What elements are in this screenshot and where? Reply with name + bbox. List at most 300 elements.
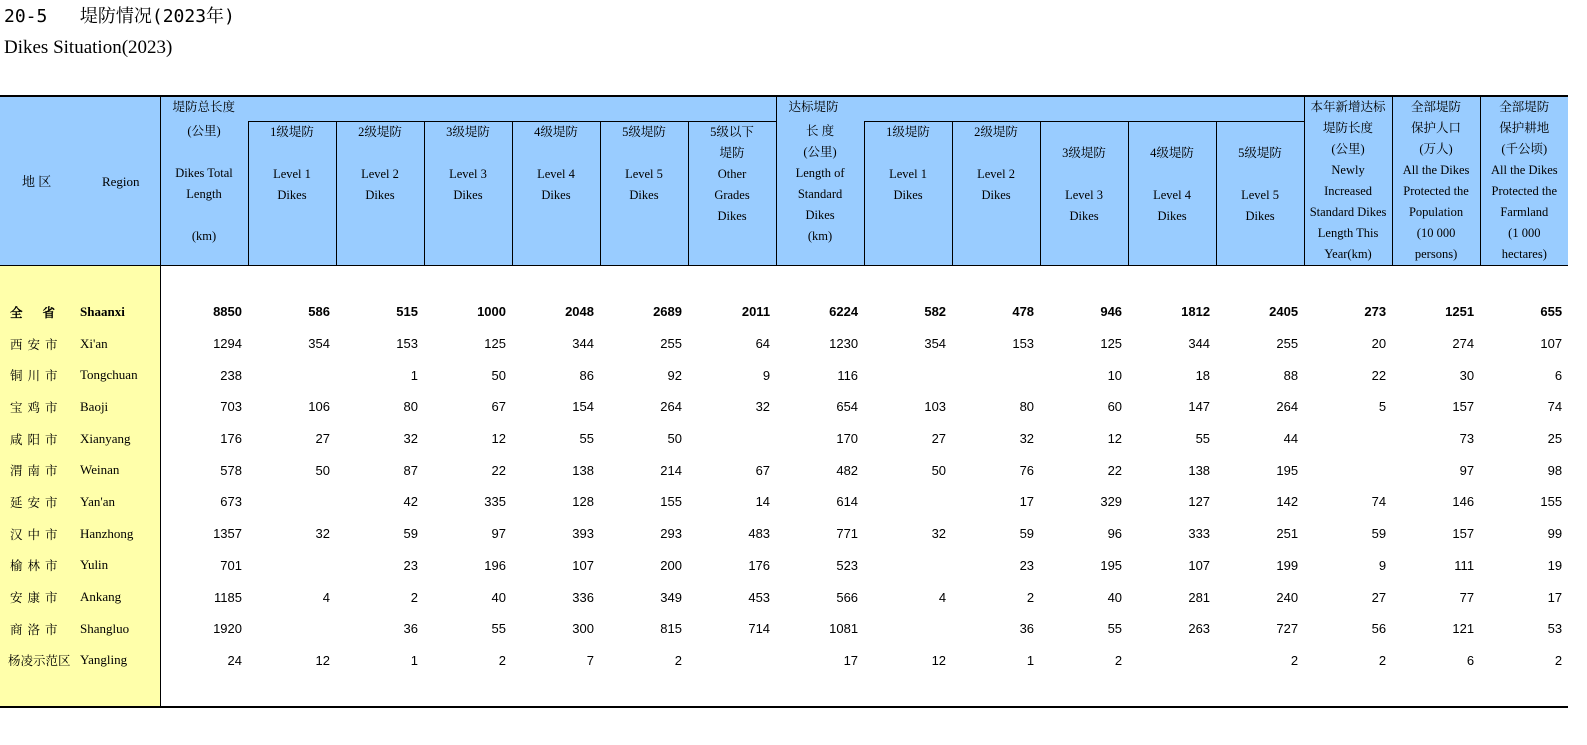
table-cell: 4 (938, 589, 947, 605)
level2-dikes-header (336, 121, 424, 266)
header-line: Standard Dikes (1309, 205, 1387, 219)
total-length-header (160, 121, 248, 266)
header-line: Level 3 (1065, 187, 1103, 202)
table-cell: 121 (1452, 621, 1475, 637)
table-cell: 946 (1100, 304, 1123, 320)
region-cell (0, 613, 160, 645)
region-name-cn: 宝鸡市 (10, 399, 63, 415)
table-cell: 53 (1547, 621, 1563, 637)
header-line (953, 143, 1040, 164)
region-header-en: Region (101, 173, 140, 189)
table-cell: 2 (1290, 652, 1299, 668)
table-cell: 153 (396, 336, 418, 352)
table-cell: 1 (410, 367, 418, 383)
table-cell: 336 (572, 589, 594, 605)
table-row (0, 645, 1568, 677)
table-cell: 12 (931, 652, 947, 668)
header-line: All the Dikes (1490, 163, 1558, 177)
region-name-en: Xianyang (80, 430, 131, 446)
region-cell (0, 454, 160, 486)
table-cell: 22 (491, 462, 506, 478)
table-cell: 255 (1276, 336, 1299, 352)
table-cell: 157 (1452, 399, 1475, 415)
table-cell: 97 (1459, 462, 1475, 478)
table-cell: 55 (1107, 621, 1123, 637)
table-cell: 80 (1019, 399, 1035, 415)
header-line (337, 143, 424, 164)
header-line: Newly (1331, 163, 1365, 177)
header-line: Dikes Total (175, 166, 233, 180)
header-line (1129, 164, 1216, 185)
table-cell: 264 (660, 399, 682, 415)
table-cell (1128, 645, 1216, 677)
table-cell: 59 (1019, 526, 1035, 542)
table-cell: 329 (1100, 494, 1123, 510)
table-cell: 195 (1100, 557, 1123, 573)
header-line (249, 143, 336, 164)
table-cell: 12 (491, 431, 506, 447)
region-name-en: Weinan (80, 462, 120, 478)
table-cell: 80 (403, 399, 418, 415)
header-line: Dikes (629, 187, 659, 202)
table-cell: 40 (491, 589, 506, 605)
header-line (1217, 122, 1304, 143)
table-cell: 20 (1371, 336, 1387, 352)
header-line (425, 143, 512, 164)
header-line: persons) (1414, 247, 1458, 261)
table-cell: 482 (836, 462, 859, 478)
header-line: 4级堤防 (1150, 145, 1194, 160)
header-line: 1级堤防 (270, 124, 314, 139)
header-line (513, 143, 600, 164)
table-cell: 453 (748, 589, 771, 605)
header-line: 3级堤防 (446, 124, 490, 139)
header-line (1041, 122, 1128, 143)
header-line: 4级堤防 (534, 124, 578, 139)
std-level2-dikes-header (952, 121, 1040, 266)
table-cell: 1 (410, 652, 418, 668)
table-cell: 1230 (829, 336, 859, 352)
region-name-cn: 商洛市 (10, 621, 63, 637)
header-line: (1 000 (1508, 226, 1541, 240)
table-cell (688, 423, 776, 455)
region-cell (0, 359, 160, 391)
table-row (0, 518, 1568, 550)
table-cell: 138 (572, 462, 594, 478)
table-cell: 98 (1547, 462, 1563, 478)
header-line (161, 142, 248, 163)
table-cell: 32 (931, 526, 947, 542)
header-line: Dikes (805, 208, 835, 222)
table-cell (248, 550, 336, 582)
level3-dikes-header (424, 121, 512, 266)
header-line: (km) (191, 229, 217, 243)
table-cell: 55 (1195, 431, 1211, 447)
table-cell: 92 (667, 367, 682, 383)
table-cell: 2011 (741, 304, 771, 320)
table-cell: 1920 (213, 621, 242, 637)
table-cell (1304, 423, 1392, 455)
table-bottom-row (0, 676, 1568, 707)
header-line (1129, 122, 1216, 143)
table-cell: 1357 (213, 526, 242, 542)
header-line: 保护人口 (1411, 121, 1462, 135)
region-name-cn: 榆林市 (10, 558, 63, 574)
table-cell (688, 645, 776, 677)
header-line: Farmland (1500, 205, 1549, 219)
table-cell (864, 613, 952, 645)
protected-farmland-header (1480, 96, 1568, 266)
table-cell: 7 (586, 652, 594, 668)
table-cell: 300 (572, 621, 594, 637)
header-line (1217, 164, 1304, 185)
region-name-cn: 杨凌示范区 (8, 653, 71, 669)
header-line (161, 205, 248, 226)
table-cell: 655 (1540, 304, 1563, 320)
table-cell: 36 (403, 621, 418, 637)
table-cell: 18 (1195, 367, 1211, 383)
header-line: 保护耕地 (1499, 121, 1550, 135)
region-name-cn: 渭南市 (10, 463, 63, 479)
header-line: 2级堤防 (358, 124, 402, 139)
table-cell: 2 (1026, 589, 1035, 605)
region-cell (0, 518, 160, 550)
region-header (0, 96, 160, 266)
region-name-en: Hanzhong (80, 525, 134, 541)
table-cell: 142 (1276, 494, 1299, 510)
table-cell: 60 (1107, 399, 1123, 415)
table-cell: 24 (227, 652, 242, 668)
total-length-group-header: 堤防总长度 (160, 96, 776, 121)
table-cell: 88 (1283, 367, 1299, 383)
table-cell: 36 (1019, 621, 1035, 637)
table-cell (248, 486, 336, 518)
table-cell: 238 (220, 367, 242, 383)
header-line: Dikes (1245, 208, 1275, 223)
table-cell: 128 (572, 494, 594, 510)
header-line: 全部堤防 (1499, 100, 1550, 114)
header-line: (公里) (803, 145, 837, 159)
header-line (1041, 164, 1128, 185)
table-cell: 77 (1459, 589, 1475, 605)
header-line: Dikes (893, 187, 923, 202)
table-cell: 1185 (214, 589, 242, 605)
header-line: 堤防长度 (1323, 121, 1374, 135)
table-cell: 673 (220, 494, 242, 510)
table-cell: 515 (396, 304, 418, 320)
table-cell: 1251 (1445, 304, 1475, 320)
header-line: 本年新增达标 (1310, 100, 1386, 114)
header-line: 5级堤防 (622, 124, 666, 139)
table-cell: 478 (1012, 304, 1035, 320)
table-cell: 25 (1547, 431, 1563, 447)
table-cell: 354 (308, 336, 330, 352)
header-line: (千公顷) (1501, 142, 1548, 156)
region-name-cn: 安康市 (10, 590, 63, 606)
header-line (601, 143, 688, 164)
table-cell: 2 (674, 652, 682, 668)
table-cell: 17 (1547, 589, 1563, 605)
region-cell (0, 296, 160, 328)
table-cell: 2689 (653, 304, 682, 320)
newly-increased-header (1304, 96, 1392, 266)
table-row (0, 296, 1568, 328)
table-cell: 50 (491, 367, 506, 383)
table-cell: 153 (1012, 336, 1035, 352)
table-cell: 170 (836, 431, 859, 447)
table-cell: 703 (220, 399, 242, 415)
header-line: (公里) (1331, 142, 1365, 156)
region-name-cn: 铜川市 (10, 368, 63, 384)
std-level1-dikes-header (864, 121, 952, 266)
header-line: (公里) (187, 124, 221, 138)
header-line: Dikes (365, 187, 395, 202)
table-cell: 263 (1188, 621, 1211, 637)
header-line: Dikes (981, 187, 1011, 202)
table-cell: 125 (1100, 336, 1123, 352)
table-cell: 701 (220, 557, 242, 573)
header-line: Dikes (1069, 208, 1099, 223)
table-cell: 196 (484, 557, 506, 573)
header-line: Increased (1324, 184, 1372, 198)
table-row (0, 328, 1568, 360)
region-name-en: Xi'an (80, 335, 108, 351)
table-cell: 255 (660, 336, 682, 352)
header-line: Length of (795, 166, 845, 180)
table-cell: 8850 (213, 304, 242, 320)
header-line: 3级堤防 (1062, 145, 1106, 160)
table-cell: 27 (315, 431, 330, 447)
header-line: (10 000 (1416, 226, 1456, 240)
other-grades-dikes-header (688, 121, 776, 266)
table-cell: 138 (1188, 462, 1211, 478)
table-cell: 67 (755, 462, 771, 478)
table-cell: 1081 (829, 621, 859, 637)
table-cell: 5 (1378, 399, 1387, 415)
header-line: 1级堤防 (886, 124, 930, 139)
table-row (0, 454, 1568, 486)
region-cell (0, 328, 160, 360)
table-cell: 157 (1452, 526, 1475, 542)
standard-length-header (776, 121, 864, 266)
table-cell: 240 (1276, 589, 1299, 605)
table-cell: 50 (667, 431, 682, 447)
region-cell (0, 550, 160, 582)
table-cell: 103 (924, 399, 947, 415)
header-line: Level 2 (977, 166, 1015, 181)
header-line: Dikes (541, 187, 571, 202)
header-line: 堤防 (719, 145, 745, 160)
region-name-en: Tongchuan (80, 367, 138, 383)
header-line: (km) (807, 229, 833, 243)
header-line: 全部堤防 (1411, 100, 1462, 114)
table-cell: 74 (1547, 399, 1563, 415)
table-cell: 127 (1188, 494, 1211, 510)
header-line: Dikes (717, 208, 747, 223)
header-line: Dikes (453, 187, 483, 202)
header-line: 5级堤防 (1238, 145, 1282, 160)
level4-dikes-header (512, 121, 600, 266)
table-row (0, 359, 1568, 391)
table-cell: 40 (1107, 589, 1123, 605)
table-cell: 22 (1371, 367, 1387, 383)
table-cell: 154 (572, 399, 594, 415)
table-cell (248, 359, 336, 391)
std-level5-dikes-header (1216, 121, 1304, 266)
table-cell: 111 (1454, 557, 1475, 573)
table-cell: 727 (1276, 621, 1299, 637)
table-cell: 293 (660, 526, 682, 542)
table-cell: 2405 (1269, 304, 1299, 320)
region-name-en: Yulin (80, 557, 109, 573)
table-cell (864, 550, 952, 582)
table-cell: 107 (572, 557, 594, 573)
table-cell: 2 (498, 652, 506, 668)
table-cell: 55 (579, 431, 594, 447)
table-title-en: Dikes Situation(2023) (4, 37, 173, 58)
table-cell: 64 (755, 336, 771, 352)
header-line: Dikes (1157, 208, 1187, 223)
header-line: Standard (797, 187, 843, 201)
table-cell: 146 (1452, 494, 1475, 510)
table-cell: 73 (1459, 431, 1475, 447)
table-cell: 1000 (477, 304, 506, 320)
table-cell: 116 (837, 367, 859, 383)
region-cell (0, 391, 160, 423)
header-line: 长 度 (805, 124, 835, 138)
table-cell: 96 (1107, 526, 1123, 542)
table-cell: 2 (1554, 652, 1563, 668)
table-cell: 578 (220, 462, 242, 478)
table-cell: 344 (1188, 336, 1211, 352)
table-cell: 74 (1371, 494, 1387, 510)
table-cell: 23 (403, 557, 418, 573)
table-cell: 815 (660, 621, 682, 637)
table-cell: 32 (755, 399, 771, 415)
region-name-cn: 汉中市 (10, 526, 63, 542)
region-name-en: Shangluo (80, 620, 130, 636)
table-cell: 335 (484, 494, 506, 510)
table-cell: 1294 (213, 336, 242, 352)
region-name-en: Ankang (80, 589, 122, 605)
table-cell: 50 (931, 462, 947, 478)
table-cell: 30 (1459, 367, 1475, 383)
region-cell (0, 486, 160, 518)
table-cell: 2 (1378, 652, 1387, 668)
table-cell: 147 (1188, 399, 1211, 415)
table-cell: 155 (1540, 494, 1563, 510)
table-cell: 714 (748, 621, 771, 637)
table-cell: 6 (1554, 367, 1563, 383)
table-cell: 59 (403, 526, 418, 542)
table-cell: 125 (484, 336, 506, 352)
region-name-cn: 延安市 (10, 494, 63, 510)
region-cell (0, 645, 160, 677)
table-cell (1304, 454, 1392, 486)
table-cell: 42 (403, 494, 418, 510)
table-cell: 107 (1540, 336, 1563, 352)
table-cell: 586 (308, 304, 330, 320)
header-line: Protected the (1491, 184, 1558, 198)
table-cell: 9 (1378, 557, 1387, 573)
table-cell: 2048 (565, 304, 594, 320)
table-cell (248, 613, 336, 645)
header-line: Level 5 (625, 166, 663, 181)
table-cell: 9 (762, 367, 771, 383)
header-line: All the Dikes (1402, 163, 1470, 177)
std-level3-dikes-header (1040, 121, 1128, 266)
table-cell: 12 (315, 652, 330, 668)
region-name-cn: 咸阳市 (10, 431, 63, 447)
table-row (0, 550, 1568, 582)
table-cell: 1812 (1181, 304, 1211, 320)
table-row (0, 486, 1568, 518)
table-cell (864, 486, 952, 518)
table-row (0, 391, 1568, 423)
table-cell: 10 (1107, 367, 1123, 383)
table-cell: 523 (836, 557, 859, 573)
table-cell: 199 (1276, 557, 1299, 573)
header-line: Year(km) (1324, 247, 1372, 261)
table-cell: 176 (220, 431, 242, 447)
table-cell: 251 (1276, 526, 1299, 542)
table-cell: 274 (1452, 336, 1475, 352)
header-line: Level 3 (449, 166, 487, 181)
table-cell: 76 (1019, 462, 1035, 478)
level1-dikes-header (248, 121, 336, 266)
table-cell: 483 (748, 526, 771, 542)
table-cell: 2 (1114, 652, 1123, 668)
table-header (0, 96, 1568, 266)
table-cell: 23 (1019, 557, 1035, 573)
region-name-cn: 西安市 (10, 336, 63, 352)
header-line: Level 4 (1153, 187, 1191, 202)
header-line: Level 1 (273, 166, 311, 181)
table-cell: 264 (1276, 399, 1299, 415)
header-line: (万人) (1419, 142, 1453, 156)
table-cell: 56 (1371, 621, 1387, 637)
table-cell: 32 (315, 526, 330, 542)
table-cell: 17 (843, 652, 859, 668)
table-cell: 86 (579, 367, 594, 383)
table-cell: 654 (836, 399, 859, 415)
table-cell: 582 (924, 304, 947, 320)
header-line: Length (186, 187, 222, 201)
header-line: Protected the (1403, 184, 1469, 198)
header-line: Dikes (277, 187, 307, 202)
protected-population-header (1392, 96, 1480, 266)
table-cell: 50 (315, 462, 330, 478)
table-cell: 17 (1019, 494, 1035, 510)
table-cell: 344 (572, 336, 594, 352)
level5-dikes-header (600, 121, 688, 266)
table-cell: 393 (572, 526, 594, 542)
header-line (865, 143, 952, 164)
table-cell: 566 (836, 589, 859, 605)
table-cell: 176 (748, 557, 771, 573)
table-cell: 333 (1188, 526, 1211, 542)
table-cell: 19 (1547, 557, 1563, 573)
header-line: Level 1 (889, 166, 927, 181)
table-cell: 55 (491, 621, 506, 637)
table-cell (864, 359, 952, 391)
region-header-cn: 地 区 (22, 173, 52, 189)
table-cell: 200 (660, 557, 682, 573)
standard-length-group-header: 达标堤防 (776, 96, 1304, 121)
table-cell: 14 (755, 494, 771, 510)
header-line: 2级堤防 (974, 124, 1018, 139)
std-level4-dikes-header (1128, 121, 1216, 266)
